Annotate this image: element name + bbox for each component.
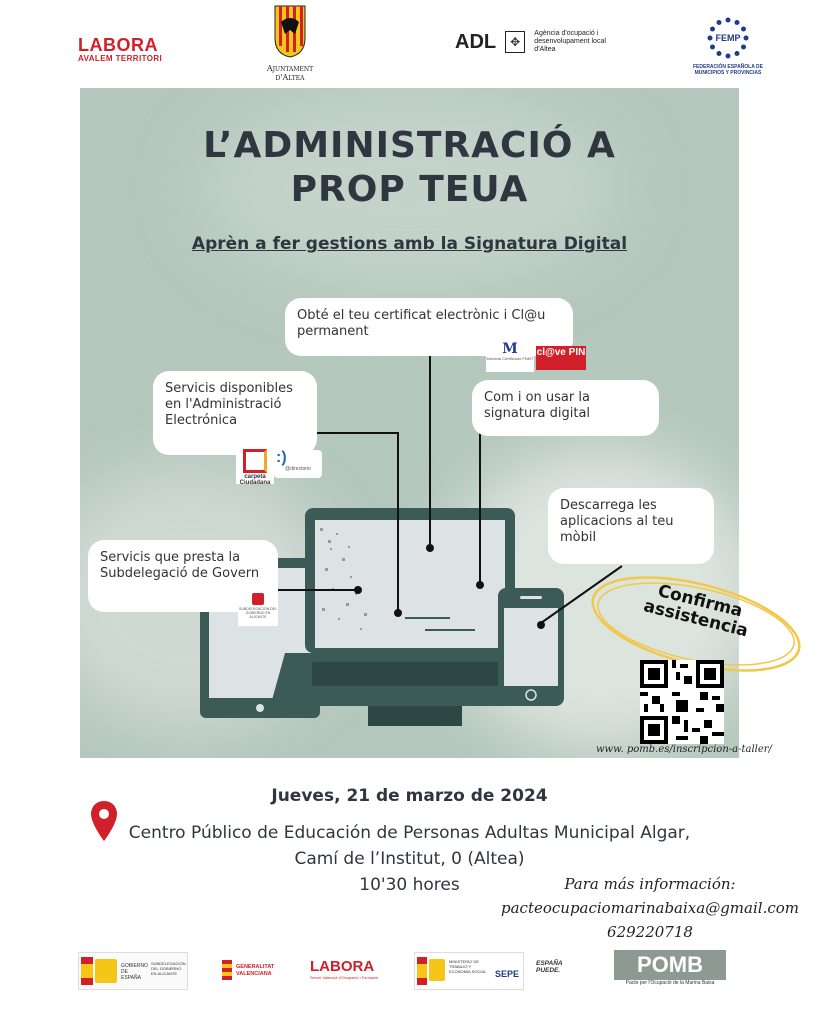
gobierno-espana-logo xyxy=(78,952,188,990)
pomb-name: POMB xyxy=(614,950,726,980)
qr-code-icon xyxy=(640,660,724,744)
ajuntament-text xyxy=(255,64,325,82)
confirma-assistencia-label: Confirma assistencia xyxy=(641,581,751,642)
subdel-mini-text: SUBDELEGACIÓN DEL GOBIERNO EN ALICANTE xyxy=(239,607,277,619)
femp-stars-icon xyxy=(706,16,750,60)
tablet-button xyxy=(256,704,264,712)
qr-code[interactable] xyxy=(640,660,724,744)
address-line1: Centro Público de Educación de Personas Adultas Municipal Algar, xyxy=(128,823,691,843)
ministerio-sepe-logo xyxy=(414,952,524,990)
info-phone[interactable]: 629220718 xyxy=(607,923,693,941)
bubble-subdelegacio: Servicis que presta la Subdelegació de Govern xyxy=(88,540,278,612)
generalitat-logo xyxy=(222,952,292,988)
labora-logo xyxy=(78,36,174,63)
altea-shield-icon xyxy=(273,4,307,58)
inscription-url[interactable]: www. pomb.es/inscripcion-a-taller/ xyxy=(596,744,772,755)
fnmt-text: Moneda Certificado FNMT xyxy=(486,356,534,361)
spain-shield-icon xyxy=(252,593,264,605)
phone-screen xyxy=(504,608,558,686)
carpeta-text: carpeta Ciudadana xyxy=(239,474,271,486)
carpeta-ciudadana-logo xyxy=(236,446,274,484)
pomb-sub: Pacte per l'Ocupació de la Marina Baixa xyxy=(625,980,715,986)
info-label: Para más información: xyxy=(564,875,736,893)
bubble-signatura: Com i on usar la signatura digital xyxy=(472,380,659,436)
femp-text: FEDERACIÓN ESPAÑOLA DE MUNICIPIOS Y PROVINCIAS xyxy=(692,64,763,76)
generalitat-flag-icon xyxy=(222,960,232,980)
clave-pin-logo: cl@ve PIN xyxy=(536,346,586,370)
labora-tagline: AVALEM TERRITORI xyxy=(78,54,163,63)
bubble-servicis-admin: Servicis disponibles en l'Administració Electrónica xyxy=(153,371,317,455)
labora-footer-name: LABORA xyxy=(310,958,375,975)
event-date: Jueves, 21 de marzo de 2024 xyxy=(271,786,548,806)
adl-emblem-icon: ✥ xyxy=(505,31,525,53)
directorio-text: @directorio xyxy=(285,466,311,472)
labora-footer-sub: Servei Valencià d'Ocupació i Formació xyxy=(310,975,379,980)
contact-info xyxy=(500,872,800,944)
info-email[interactable]: pacteocupaciomarinabaixa@gmail.com xyxy=(501,899,799,917)
laptop-trackpad xyxy=(368,706,462,726)
labora-name: LABORA xyxy=(78,35,158,55)
svg-text:FEMP: FEMP xyxy=(715,33,741,43)
labora-footer-logo xyxy=(310,952,390,988)
ajuntament-line1: Ajuntament xyxy=(266,64,314,73)
adl-logo xyxy=(455,30,615,54)
address-line2: Camí de l’Institut, 0 (Altea) xyxy=(294,849,525,869)
subdelegacion-text: SUBDELEGACIÓN DEL GOBIERNO EN ALICANTE xyxy=(151,961,186,976)
generalitat-text: GENERALITAT VALENCIANA xyxy=(236,964,275,977)
laptop-keyboard xyxy=(312,662,522,686)
event-time: 10'30 hores xyxy=(359,875,460,895)
sepe-text: SEPE xyxy=(495,969,520,979)
spain-coat-icon xyxy=(95,959,117,983)
espana-puede-logo: ESPAÑA PUEDE. xyxy=(536,960,563,974)
pomb-logo xyxy=(614,950,726,992)
fnmt-logo: M Moneda Certificado FNMT xyxy=(486,342,534,372)
adl-name: ADL xyxy=(455,30,497,53)
gobierno-text: GOBIERNO DE ESPAÑA xyxy=(121,963,148,981)
poster-subtitle: Aprèn a fer gestions amb la Signatura Digital xyxy=(191,234,628,254)
subdelegacion-mini-logo xyxy=(238,590,278,626)
ajuntament-line2: d'Altea xyxy=(275,73,305,82)
bubble-aplicacions: Descarrega les aplicacions al teu mòbil xyxy=(548,488,714,564)
ministerio-text: MINISTERIO DE TRABAJO Y ECONOMÍA SOCIAL xyxy=(449,959,487,974)
adl-text: Agència d'ocupació i desenvolupament local d'Altea xyxy=(534,30,606,53)
directorio-logo: :) @directorio xyxy=(274,450,322,478)
ajuntament-altea-logo xyxy=(255,4,325,82)
title-line2: PROP TEUA xyxy=(290,169,529,210)
femp-logo xyxy=(688,16,768,76)
title-line1: L’ADMINISTRACIÓ A xyxy=(203,125,616,166)
bubble-certificat: Obté el teu certificat electrònic i Cl@u permanent xyxy=(285,298,573,356)
